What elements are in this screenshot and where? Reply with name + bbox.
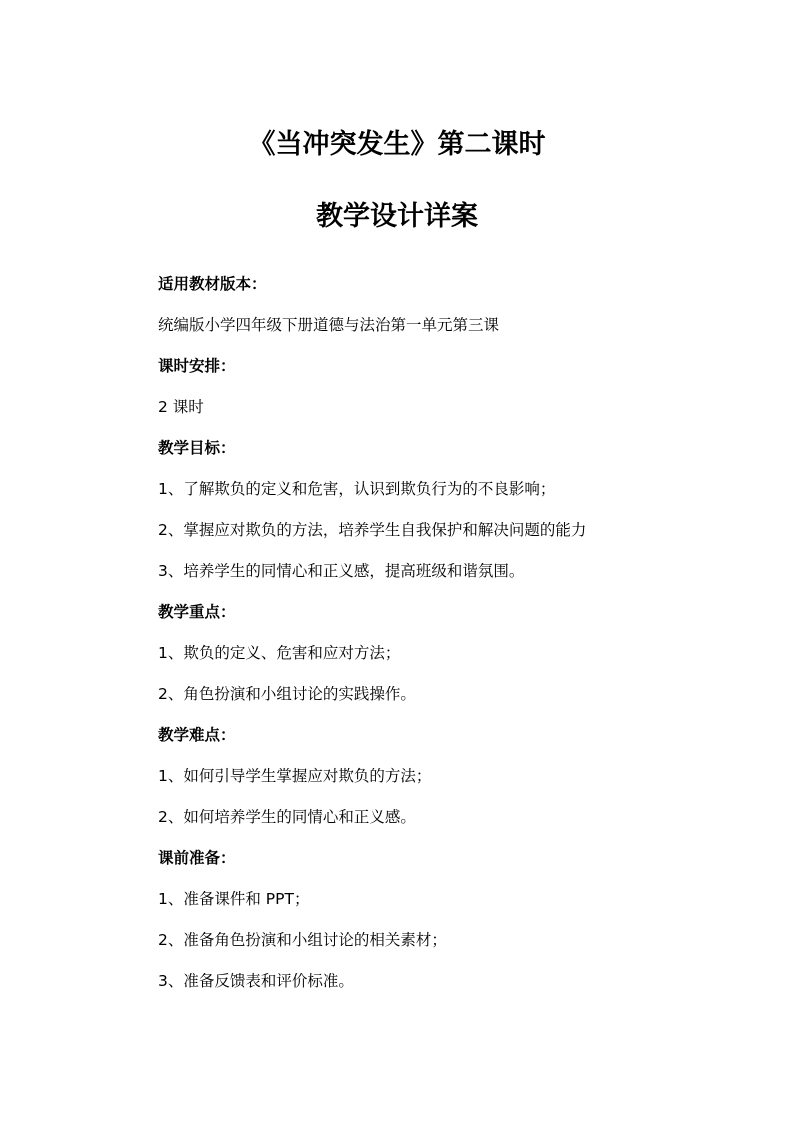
section-heading-preparation: 课前准备： [158, 849, 236, 867]
document-subtitle: 教学设计详案 [316, 201, 478, 232]
section-heading-difficulties: 教学难点： [158, 726, 236, 744]
section-heading-key-points: 教学重点： [158, 603, 236, 621]
section-heading-schedule: 课时安排： [158, 357, 236, 375]
difficulty-item: 2、如何培养学生的同情心和正义感。 [158, 808, 416, 826]
difficulty-item: 1、如何引导学生掌握应对欺负的方法； [158, 767, 432, 785]
key-point-item: 2、角色扮演和小组讨论的实践操作。 [158, 685, 416, 703]
objective-item: 2、掌握应对欺负的方法，培养学生自我保护和解决问题的能力 [158, 521, 587, 539]
section-heading-objectives: 教学目标： [158, 439, 236, 457]
preparation-item: 2、准备角色扮演和小组讨论的相关素材； [158, 931, 447, 949]
objective-item: 1、了解欺负的定义和危害，认识到欺负行为的不良影响； [158, 480, 556, 498]
objective-item: 3、培养学生的同情心和正义感，提高班级和谐氛围。 [158, 562, 525, 580]
document-title: 《当冲突发生》第二课时 [248, 129, 546, 160]
section-heading-textbook: 适用教材版本： [158, 275, 267, 293]
key-point-item: 1、欺负的定义、危害和应对方法； [158, 644, 401, 662]
schedule-value: 2 课时 [158, 398, 204, 416]
textbook-version: 统编版小学四年级下册道德与法治第一单元第三课 [158, 316, 500, 334]
preparation-item: 3、准备反馈表和评价标准。 [158, 972, 354, 990]
preparation-item: 1、准备课件和 PPT； [158, 890, 310, 908]
document-body [158, 268, 718, 1006]
